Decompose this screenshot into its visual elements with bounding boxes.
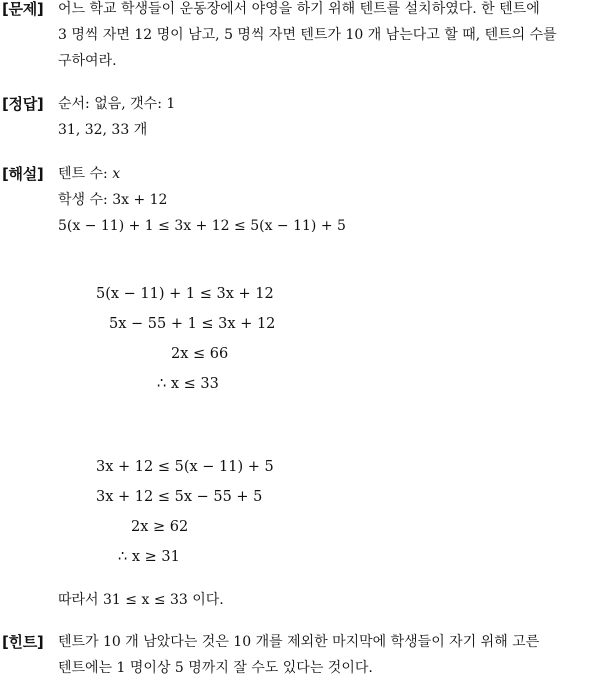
hint-text-line-1: 텐트가 10 개 남았다는 것은 10 개를 제외한 마지막에 학생들이 자기 위해 고른 bbox=[58, 634, 540, 650]
conclusion-line: 따라서 31 ≤ x ≤ 33 이다. bbox=[58, 592, 224, 608]
problem-tag: [문제] bbox=[2, 0, 44, 18]
tent-count-line bbox=[58, 161, 120, 187]
tent-count-label: 텐트 수: bbox=[58, 166, 113, 182]
answer-text-line-2: 31, 32, 33 개 bbox=[58, 122, 148, 138]
hint-text-line-2: 텐트에는 1 명이상 5 명까지 잘 수도 있다는 것이다. bbox=[58, 660, 373, 676]
tent-count-variable: x bbox=[112, 166, 121, 182]
explanation-tag: [해설] bbox=[2, 165, 44, 183]
student-count-expression: 3x + 12 bbox=[112, 192, 168, 208]
block1-step-3: 2x ≤ 66 bbox=[171, 346, 229, 362]
answer-text-line-1: 순서: 없음, 갯수: 1 bbox=[58, 96, 176, 112]
student-count-line bbox=[58, 187, 167, 213]
block2-result: ∴ x ≥ 31 bbox=[118, 549, 180, 565]
combined-inequality: 5(x − 11) + 1 ≤ 3x + 12 ≤ 5(x − 11) + 5 bbox=[58, 218, 346, 234]
problem-text-line-3: 구하여라. bbox=[58, 53, 117, 69]
problem-text-line-2: 3 명씩 자면 12 명이 남고, 5 명씩 자면 텐트가 10 개 남는다고 할 때, 텐트의 수를 bbox=[58, 27, 557, 43]
block2-step-2: 3x + 12 ≤ 5x − 55 + 5 bbox=[96, 489, 263, 505]
answer-tag: [정답] bbox=[2, 95, 44, 113]
block1-step-2: 5x − 55 + 1 ≤ 3x + 12 bbox=[109, 316, 276, 332]
hint-tag: [힌트] bbox=[2, 633, 44, 651]
block2-step-1: 3x + 12 ≤ 5(x − 11) + 5 bbox=[96, 459, 274, 475]
block1-result: ∴ x ≤ 33 bbox=[157, 376, 219, 392]
block2-step-3: 2x ≥ 62 bbox=[131, 519, 189, 535]
problem-text-line-1: 어느 학교 학생들이 운동장에서 야영을 하기 위해 텐트를 설치하였다. 한 텐트에 bbox=[58, 1, 540, 17]
block1-step-1: 5(x − 11) + 1 ≤ 3x + 12 bbox=[96, 286, 274, 302]
student-count-label: 학생 수: bbox=[58, 192, 113, 208]
